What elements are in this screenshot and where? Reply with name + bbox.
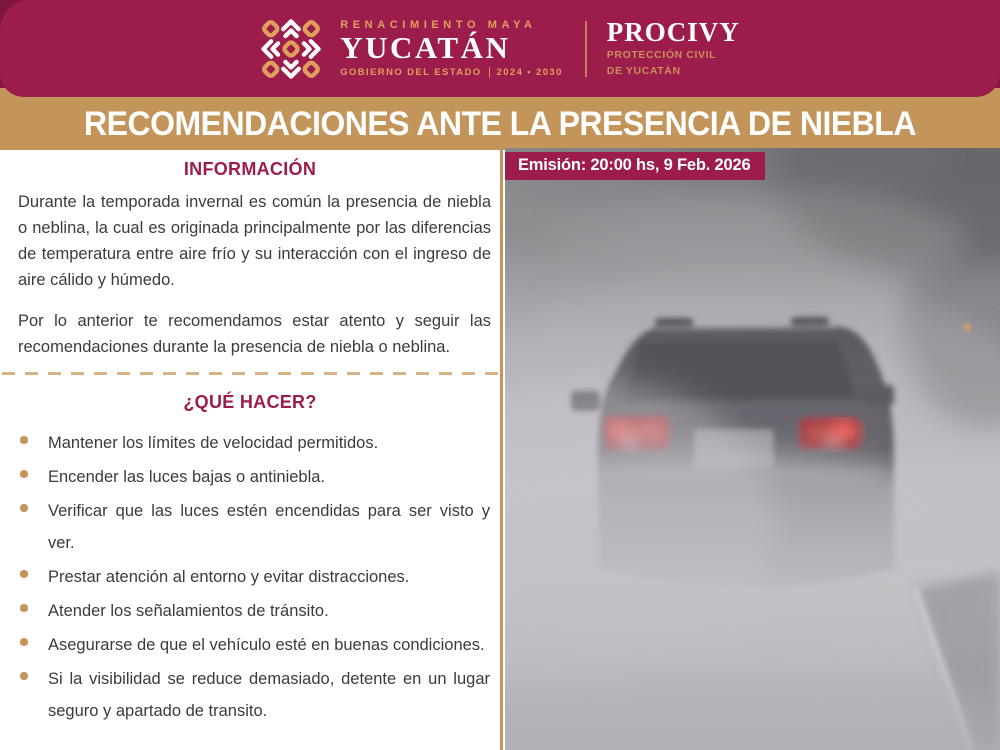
page-title: RECOMENDACIONES ANTE LA PRESENCIA DE NIEBLA bbox=[84, 103, 916, 143]
ring-bullet-icon bbox=[20, 638, 28, 646]
agency-subtitle-2: DE YUCATÁN bbox=[606, 65, 681, 77]
ring-bullet-icon bbox=[20, 672, 28, 680]
gold-vertical-divider bbox=[500, 148, 503, 750]
agency-subtitle-1: PROTECCIÓN CIVIL bbox=[606, 48, 717, 61]
list-item bbox=[20, 629, 490, 661]
fog-photo-illustration bbox=[505, 148, 1000, 750]
content-column bbox=[0, 150, 500, 750]
dashed-separator bbox=[2, 372, 498, 375]
list-item-text: Prestar atención al entorno y evitar distracciones. bbox=[48, 568, 410, 586]
fog-photo bbox=[505, 148, 1000, 750]
info-paragraph-2: Por lo anterior te recomendamos estar atento y seguir las recomendaciones durante la presencia de niebla o neblina. bbox=[18, 312, 491, 356]
list-item-text: Verificar que las luces estén encendidas para ser visto y ver. bbox=[48, 502, 490, 552]
recommendations-list bbox=[0, 427, 500, 727]
gobierno-label: GOBIERNO DEL ESTADO bbox=[340, 66, 482, 78]
ring-bullet-icon bbox=[20, 470, 28, 478]
list-item bbox=[20, 663, 490, 727]
list-item-text: Asegurarse de que el vehículo esté en buenas condiciones. bbox=[48, 636, 485, 654]
list-item bbox=[20, 595, 490, 627]
header bbox=[0, 0, 1000, 97]
brand-lockup bbox=[260, 18, 740, 80]
period-label: 2024 • 2030 bbox=[496, 66, 563, 78]
info-paragraph-1: Durante la temporada invernal es común la presencia de niebla o neblina, la cual es originada principalmente por las diferencias de temperatura entre aire frío y su interacción con el ingreso de aire cálido y húmedo. bbox=[18, 193, 491, 289]
renacimiento-label: RENACIMIENTO MAYA bbox=[340, 19, 537, 32]
list-item bbox=[20, 561, 490, 593]
maya-glyph-icon bbox=[260, 18, 322, 80]
list-item-text: Atender los señalamientos de tránsito. bbox=[48, 602, 329, 620]
info-heading: INFORMACIÓN bbox=[183, 159, 317, 179]
agency-logo bbox=[606, 16, 740, 78]
state-logo bbox=[340, 19, 563, 78]
ring-bullet-icon bbox=[20, 436, 28, 444]
separator-bar bbox=[489, 67, 490, 78]
ring-bullet-icon bbox=[20, 604, 28, 612]
list-item bbox=[20, 461, 490, 493]
emission-badge: Emisión: 20:00 hs, 9 Feb. 2026 bbox=[505, 152, 765, 180]
list-item-text: Encender las luces bajas o antiniebla. bbox=[48, 468, 326, 486]
title-band bbox=[0, 97, 1000, 150]
yucatan-wordmark: YUCATÁN bbox=[340, 30, 511, 66]
list-item bbox=[20, 427, 490, 459]
procivy-wordmark: PROCIVY bbox=[606, 16, 740, 47]
gobierno-row bbox=[340, 67, 563, 78]
what-to-do-heading: ¿QUÉ HACER? bbox=[183, 392, 317, 412]
ring-bullet-icon bbox=[20, 504, 28, 512]
list-item bbox=[20, 495, 490, 559]
list-item-text: Si la visibilidad se reduce demasiado, detente en un lugar seguro y apartado de transito. bbox=[48, 670, 490, 720]
list-item-text: Mantener los límites de velocidad permitidos. bbox=[48, 434, 379, 452]
ring-bullet-icon bbox=[20, 570, 28, 578]
header-divider bbox=[585, 21, 587, 77]
